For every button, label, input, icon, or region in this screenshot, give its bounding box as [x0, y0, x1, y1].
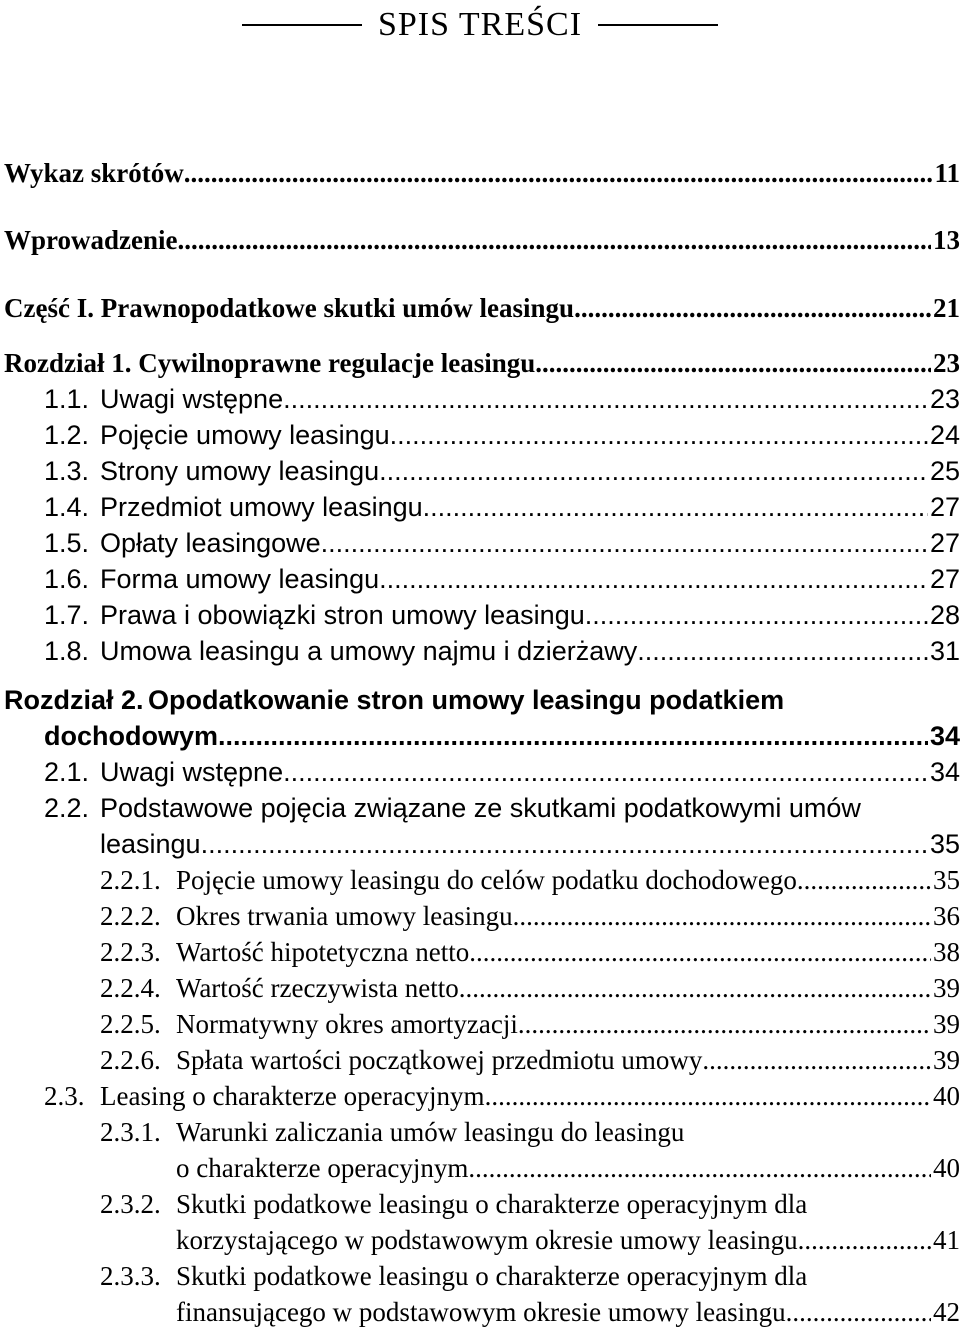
dot-leader	[379, 453, 928, 489]
toc-entry	[0, 597, 960, 633]
toc-entry-page: 40	[933, 1153, 960, 1183]
toc-entry	[0, 898, 960, 934]
toc-entry	[0, 561, 960, 597]
toc-entry	[0, 1114, 960, 1150]
toc-entry-number: 2.3.2.	[100, 1189, 161, 1219]
toc-entry-page: 31	[929, 636, 960, 666]
toc-entry-number: 2.2.1.	[100, 865, 161, 895]
dot-leader	[423, 489, 928, 525]
toc-entry-number: 1.6.	[44, 564, 90, 594]
toc-entry-page: 11	[934, 158, 960, 188]
toc-entry-page: 39	[933, 973, 960, 1003]
toc-entry-number: 1.7.	[44, 600, 90, 630]
toc-entry-page: 27	[929, 492, 960, 522]
toc-entry	[0, 290, 960, 326]
toc-entry	[0, 754, 960, 790]
toc-entry-page: 41	[933, 1225, 960, 1255]
toc-entry-number: 2.2.2.	[100, 901, 161, 931]
toc-entry	[0, 489, 960, 525]
toc-entry-number: 1.3.	[44, 456, 90, 486]
dot-leader	[585, 597, 928, 633]
toc-entry	[0, 862, 960, 898]
toc-entry-label: Rozdział 1. Cywilnoprawne regulacje leasingu	[4, 348, 536, 378]
toc-entry-label: Strony umowy leasingu	[100, 456, 380, 486]
toc-entry-number: 1.2.	[44, 420, 90, 450]
toc-entry-label: Pojęcie umowy leasingu do celów podatku dochodowego	[176, 865, 797, 895]
toc-entry	[0, 222, 960, 258]
toc-entry-label: Skutki podatkowe leasingu o charakterze operacyjnym dla	[176, 1261, 808, 1291]
toc-entry-label: Prawa i obowiązki stron umowy leasingu	[100, 600, 585, 630]
dot-leader	[485, 1078, 931, 1114]
toc-entry-label: leasingu	[100, 829, 201, 859]
toc-entry	[0, 1150, 960, 1186]
toc-entry-page: 13	[933, 225, 960, 255]
dot-leader	[469, 934, 931, 970]
toc-entry	[0, 1294, 960, 1330]
toc-entry-label: finansującego w podstawowym okresie umowy leasingu	[176, 1297, 786, 1327]
toc-entry-label: Wartość hipotetyczna netto	[176, 937, 470, 967]
toc-entry-page: 25	[929, 456, 960, 486]
toc-entry	[0, 1186, 960, 1222]
dot-leader	[321, 525, 928, 561]
toc-entry-page: 28	[929, 600, 960, 630]
toc-entry-number: 2.3.	[44, 1081, 85, 1111]
toc-entry-page: 39	[933, 1009, 960, 1039]
toc-entry-label: Pojęcie umowy leasingu	[100, 420, 390, 450]
toc-entry-page: 21	[933, 293, 960, 323]
toc-entry-label: Wartość rzeczywista netto	[176, 973, 459, 1003]
toc-entry-number: 2.3.1.	[100, 1117, 161, 1147]
toc-entry	[0, 417, 960, 453]
toc-entry-number: 1.5.	[44, 528, 90, 558]
toc-entry-label: Umowa leasingu a umowy najmu i dzierżawy	[100, 636, 638, 666]
toc-entry	[0, 934, 960, 970]
toc-entry-page: 27	[929, 528, 960, 558]
dot-leader	[178, 222, 932, 258]
toc-entry-label: Część I. Prawnopodatkowe skutki umów leasingu	[4, 293, 575, 323]
toc-entry-number: 2.2.	[44, 793, 90, 823]
toc-entry-number: 2.1.	[44, 757, 90, 787]
toc-entry-label: Opłaty leasingowe	[100, 528, 321, 558]
toc-entry-number: 2.3.3.	[100, 1261, 161, 1291]
dot-leader	[283, 381, 928, 417]
toc-entry-page: 36	[933, 901, 960, 931]
toc-entry-label: dochodowym	[44, 721, 218, 751]
dot-leader	[518, 1006, 931, 1042]
dot-leader	[513, 898, 931, 934]
dot-leader	[283, 754, 928, 790]
dot-leader	[379, 561, 928, 597]
toc-entry-label: o charakterze operacyjnym	[176, 1153, 469, 1183]
dot-leader	[468, 1150, 931, 1186]
toc-entry-page: 34	[929, 721, 960, 751]
dot-leader	[797, 862, 931, 898]
toc-entry	[0, 1258, 960, 1294]
toc-entry-number: 1.8.	[44, 636, 90, 666]
toc-entry-page: 39	[933, 1045, 960, 1075]
dot-leader	[702, 1042, 931, 1078]
toc-entry	[0, 790, 960, 826]
toc-entry	[0, 1078, 960, 1114]
toc-entry-label: Warunki zaliczania umów leasingu do leasingu	[176, 1117, 685, 1147]
dot-leader	[184, 155, 933, 191]
toc-entry-label: Spłata wartości początkowej przedmiotu umowy	[176, 1045, 703, 1075]
toc-heading	[0, 4, 960, 46]
dot-leader	[390, 417, 928, 453]
heading-rule-right	[598, 24, 718, 26]
toc-entry-page: 23	[933, 348, 960, 378]
toc-entry	[0, 345, 960, 381]
toc-entry	[0, 1006, 960, 1042]
toc-entry-label: Normatywny okres amortyzacji	[176, 1009, 518, 1039]
toc-entry-label: Uwagi wstępne	[100, 384, 284, 414]
toc-entry	[0, 970, 960, 1006]
dot-leader	[637, 633, 928, 669]
heading-rule-left	[242, 24, 362, 26]
toc-entry-page: 24	[929, 420, 960, 450]
toc-entry	[0, 718, 960, 754]
toc-entry	[0, 525, 960, 561]
toc-entry	[0, 381, 960, 417]
dot-leader	[459, 970, 931, 1006]
toc-entry	[0, 1222, 960, 1258]
toc-entry	[0, 682, 960, 718]
dot-leader	[798, 1222, 931, 1258]
toc-entry-label: korzystającego w podstawowym okresie umowy leasingu	[176, 1225, 798, 1255]
toc-entry-number: 1.1.	[44, 384, 90, 414]
toc-entry-number: 2.2.5.	[100, 1009, 161, 1039]
dot-leader	[786, 1294, 931, 1330]
toc-entry-page: 27	[929, 564, 960, 594]
toc-entry-label: Wykaz skrótów	[4, 158, 184, 188]
toc-entry-page: 23	[929, 384, 960, 414]
toc-entry-label: Opodatkowanie stron umowy leasingu podatkiem	[148, 685, 785, 715]
toc-entry-label: Przedmiot umowy leasingu	[100, 492, 423, 522]
toc-entry	[0, 453, 960, 489]
dot-leader	[574, 290, 931, 326]
toc-entry	[0, 155, 960, 191]
toc-entry-number: 2.2.3.	[100, 937, 161, 967]
dot-leader	[218, 718, 928, 754]
toc-entry	[0, 1042, 960, 1078]
toc-entry	[0, 633, 960, 669]
dot-leader	[535, 345, 931, 381]
toc-entry-label: Uwagi wstępne	[100, 757, 284, 787]
toc-entry-page: 35	[929, 829, 960, 859]
toc-entry-page: 35	[933, 865, 960, 895]
toc-entry-page: 38	[933, 937, 960, 967]
toc-entry-label: Forma umowy leasingu	[100, 564, 380, 594]
dot-leader	[201, 826, 928, 862]
page-title: SPIS TREŚCI	[377, 6, 583, 43]
toc-entry-page: 34	[929, 757, 960, 787]
toc-entry-label: Podstawowe pojęcia związane ze skutkami podatkowymi umów	[100, 793, 861, 823]
toc-entry	[0, 826, 960, 862]
toc-entry-number: 2.2.6.	[100, 1045, 161, 1075]
toc-entry-label: Skutki podatkowe leasingu o charakterze operacyjnym dla	[176, 1189, 808, 1219]
toc-entry-number: 1.4.	[44, 492, 90, 522]
toc-entry-label: Leasing o charakterze operacyjnym	[100, 1081, 485, 1111]
toc-entry-page: 40	[933, 1081, 960, 1111]
toc-entry-page: 42	[933, 1297, 960, 1327]
toc-entry-number: 2.2.4.	[100, 973, 161, 1003]
toc-entry-label: Okres trwania umowy leasingu	[176, 901, 513, 931]
toc-entry-label: Wprowadzenie	[4, 225, 178, 255]
toc-entry-number: Rozdział 2.	[4, 685, 144, 715]
